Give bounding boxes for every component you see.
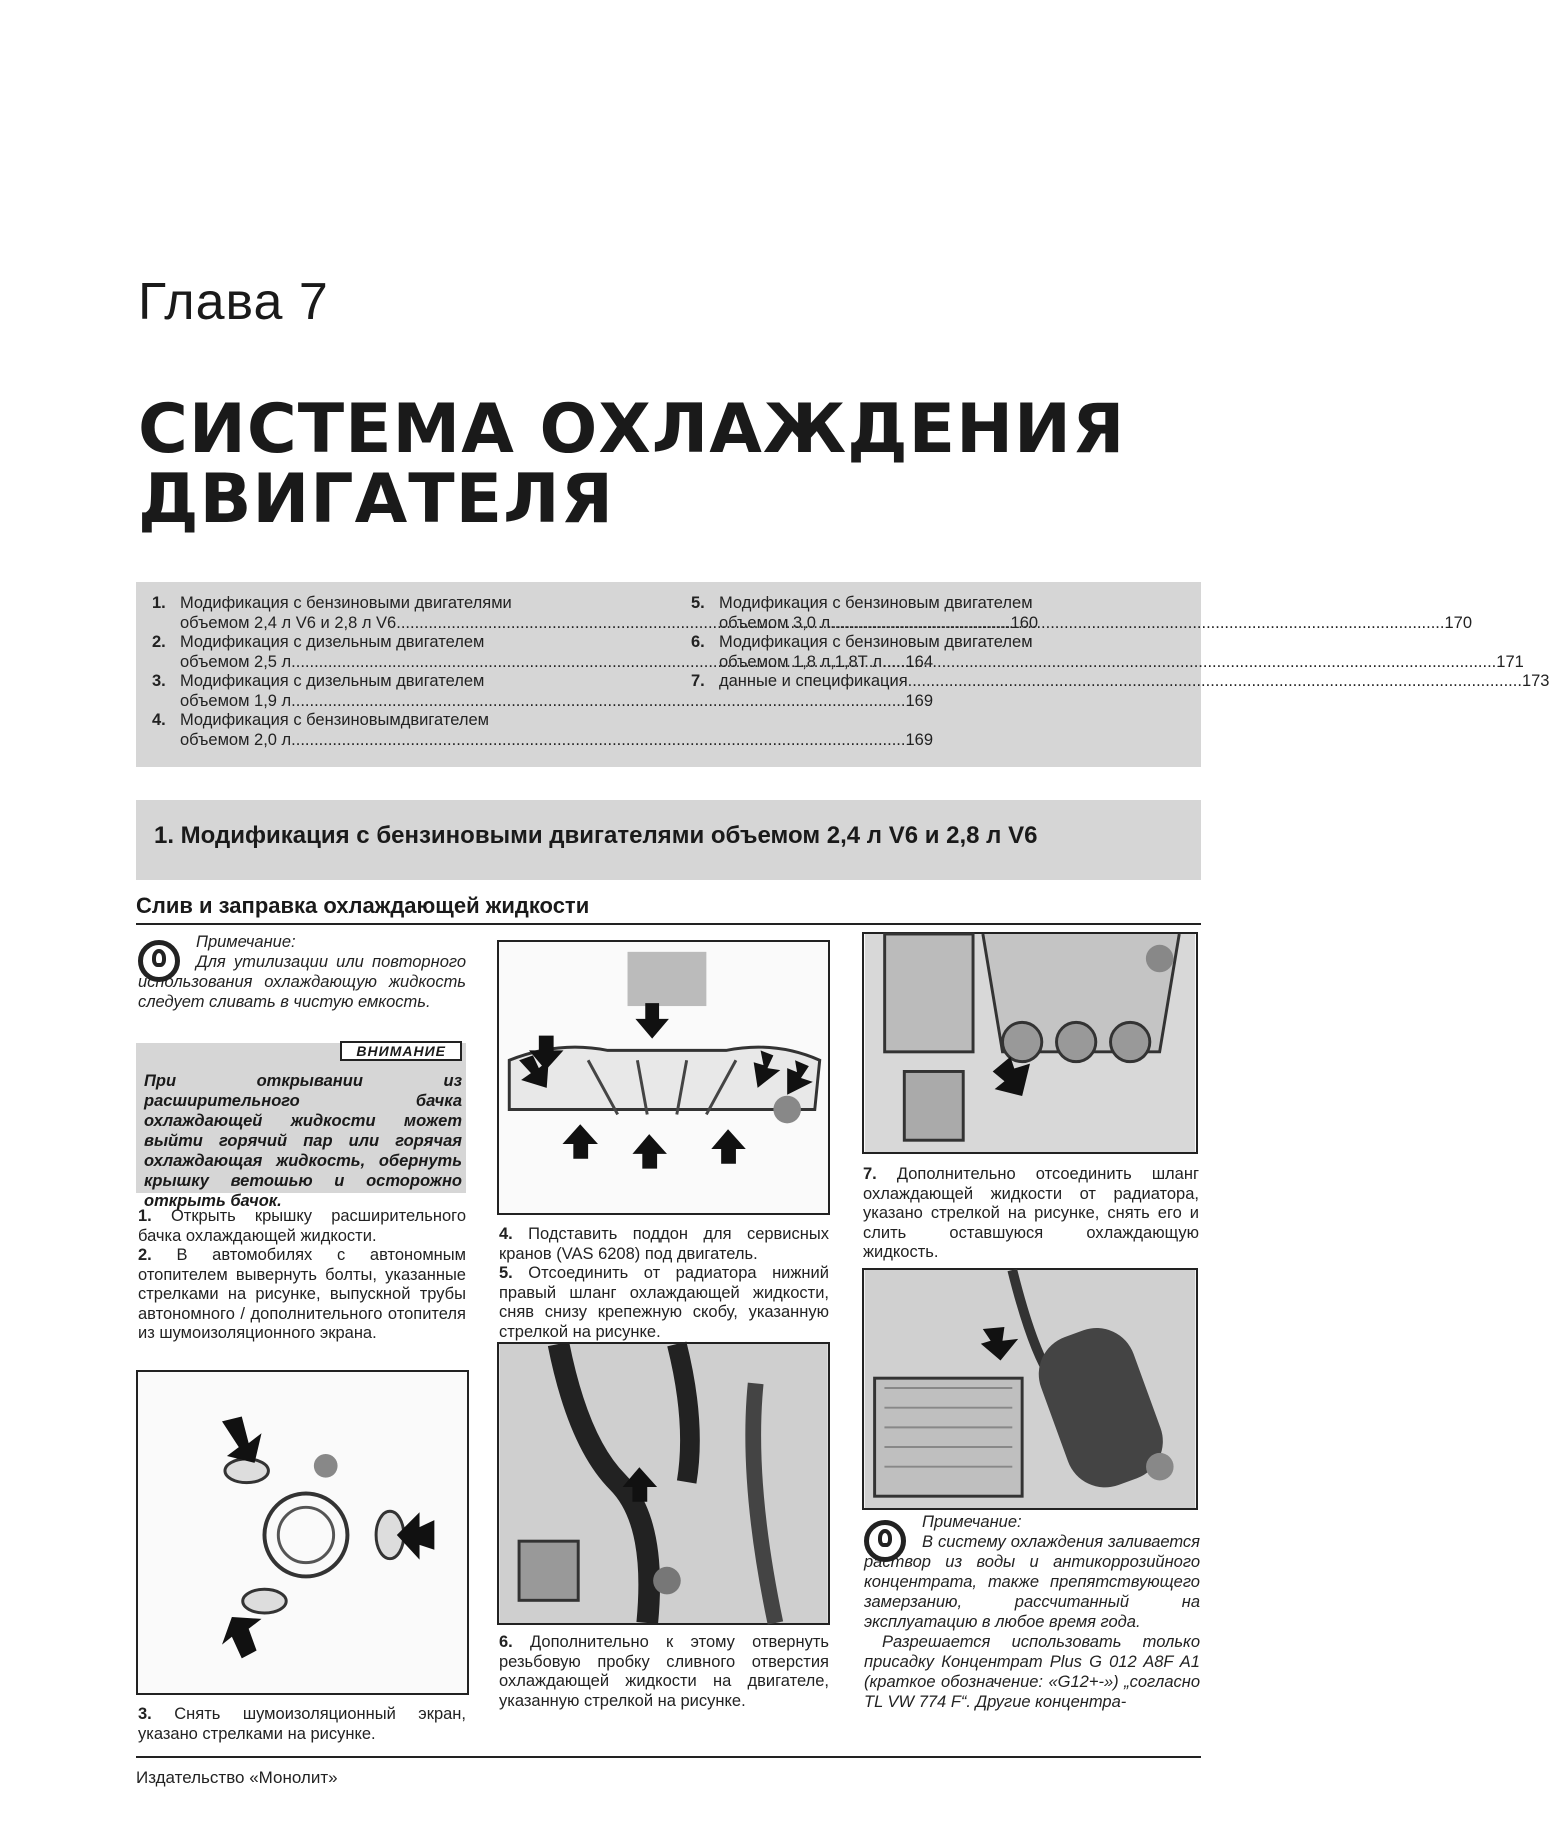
- toc-item-number: 7.: [691, 672, 705, 690]
- toc-item-page: 169: [905, 691, 933, 710]
- figure-noise-shield: [497, 940, 830, 1215]
- toc-item-number: 1.: [152, 594, 166, 612]
- step-1: 1. Открыть крышку расширительного бачка охлаждающей жидкости.: [138, 1207, 466, 1245]
- toc-item-title-cont: объемом 2,5 л: [180, 652, 292, 671]
- warning-box: [136, 1043, 466, 1210]
- lower-hose-illustration: [499, 1344, 828, 1623]
- toc-item[interactable]: [691, 594, 1472, 633]
- figure-heater-bolts: [136, 1370, 469, 1695]
- toc-item-number: 3.: [152, 672, 166, 690]
- toc-item-page: 173: [1521, 672, 1549, 690]
- step-2: 2. В автомобилях с автономным отопителем вывернуть болты, указанные стрелками на рисунке, выпускной трубы автономного / дополнительного отопителя из шумоизоляционного экрана.: [138, 1246, 466, 1342]
- chapter-title: СИСТЕМА ОХЛАЖДЕНИЯ ДВИГАТЕЛЯ: [138, 390, 1126, 539]
- toc-item-page: 160: [1010, 613, 1039, 632]
- note-2-label: Примечание:: [922, 1513, 1022, 1531]
- table-of-contents: [136, 582, 1549, 767]
- drain-plug-illustration: [864, 934, 1196, 1152]
- toc-item-number: 5.: [691, 594, 705, 612]
- toc-item-page: 171: [1496, 652, 1524, 671]
- toc-item-title: Модификация с дизельным двигателем: [180, 633, 485, 651]
- note-1-label: Примечание:: [196, 933, 296, 951]
- figure-drain-plug: [862, 932, 1198, 1154]
- toc-item-title-cont: объемом 1,8 л,1,8Т л: [719, 652, 882, 671]
- warning-tag: ВНИМАНИЕ: [340, 1041, 462, 1061]
- toc-item-title-cont: объемом 2,0 л: [180, 730, 292, 749]
- figure-radiator-hose: [862, 1268, 1198, 1510]
- toc-item[interactable]: [152, 711, 933, 750]
- toc-item-page: 170: [1444, 613, 1472, 632]
- note-2-text: В систему охлаждения заливается раствор из воды и антикоррозийного концентрата, также препятствующего замерзанию, рассчитанный на эксплуатацию в любое время года.: [864, 1533, 1200, 1631]
- step-7: 7. Дополнительно отсоединить шланг охлаждающей жидкости от радиатора, указано стрелкой на рисунке, снять его и слить оставшуюся охлаждающую жидкость.: [863, 1165, 1199, 1261]
- toc-item[interactable]: [691, 672, 1549, 692]
- publisher: Издательство «Монолит»: [136, 1768, 338, 1787]
- step-3: 3. Снять шумоизоляционный экран, указано стрелками на рисунке.: [138, 1705, 466, 1743]
- toc-item-title: Модификация с бензиновымдвигателем: [180, 711, 489, 729]
- step-5: 5. Отсоединить от радиатора нижний правый шланг охлаждающей жидкости, сняв снизу крепежную скобу, указанную стрелкой на рисунке.: [499, 1264, 829, 1341]
- toc-item-title: Модификация с бензиновыми двигателями: [180, 594, 512, 612]
- section-header: [136, 800, 1201, 880]
- toc-item-title-cont: объемом 3,0 л: [719, 613, 831, 632]
- toc-item-title-cont: объемом 2,4 л V6 и 2,8 л V6: [180, 613, 397, 632]
- toc-item[interactable]: [691, 633, 1524, 672]
- step-6: 6. Дополнительно к этому отвернуть резьбовую пробку сливного отверстия охлаждающей жидкости на двигателе, указанную стрелкой на рисунке.: [499, 1633, 829, 1710]
- section-title: 1. Модификация с бензиновыми двигателями объемом 2,4 л V6 и 2,8 л V6: [154, 822, 1038, 849]
- toc-item-number: 2.: [152, 633, 166, 651]
- chapter-label: Глава 7: [138, 273, 329, 331]
- subsection-title: Слив и заправка охлаждающей жидкости: [136, 893, 1201, 925]
- toc-item-title: Модификация с бензиновым двигателем: [719, 633, 1033, 651]
- radiator-hose-illustration: [864, 1270, 1196, 1508]
- warning-text: При открывании из расширительного бачка охлаждающей жидкости может выйти горячий пар или горячая охлаждающая жидкость, обернуть крышку ветошью и осторожно открыть бачок.: [144, 1072, 462, 1210]
- toc-item-title: данные и спецификация: [719, 672, 908, 690]
- figure-lower-hose: [497, 1342, 830, 1625]
- toc-item-number: 4.: [152, 711, 166, 729]
- footer-rule: [136, 1756, 1201, 1758]
- toc-column-right: [691, 594, 1549, 692]
- toc-item-page: 164: [905, 652, 933, 671]
- toc-item-page: 169: [905, 730, 933, 749]
- heater-bolts-illustration: [138, 1372, 467, 1693]
- toc-item-title: Модификация с дизельным двигателем: [180, 672, 485, 690]
- noise-shield-illustration: [499, 942, 828, 1213]
- note-2-text-cont: Разрешается использовать только присадку Концентрат Plus G 012 A8F A1 (краткое обозначение: «G12+-») „согласно TL VW 774 F“. Другие концентра-: [864, 1633, 1200, 1711]
- step-4: 4. Подставить поддон для сервисных кранов (VAS 6208) под двигатель.: [499, 1225, 830, 1263]
- toc-item-title-cont: объемом 1,9 л: [180, 691, 292, 710]
- note-1-text: Для утилизации или повторного использования охлаждающую жидкость следует сливать в чистую емкость.: [138, 953, 466, 1011]
- toc-item-title: Модификация с бензиновым двигателем: [719, 594, 1033, 612]
- toc-item-number: 6.: [691, 633, 705, 651]
